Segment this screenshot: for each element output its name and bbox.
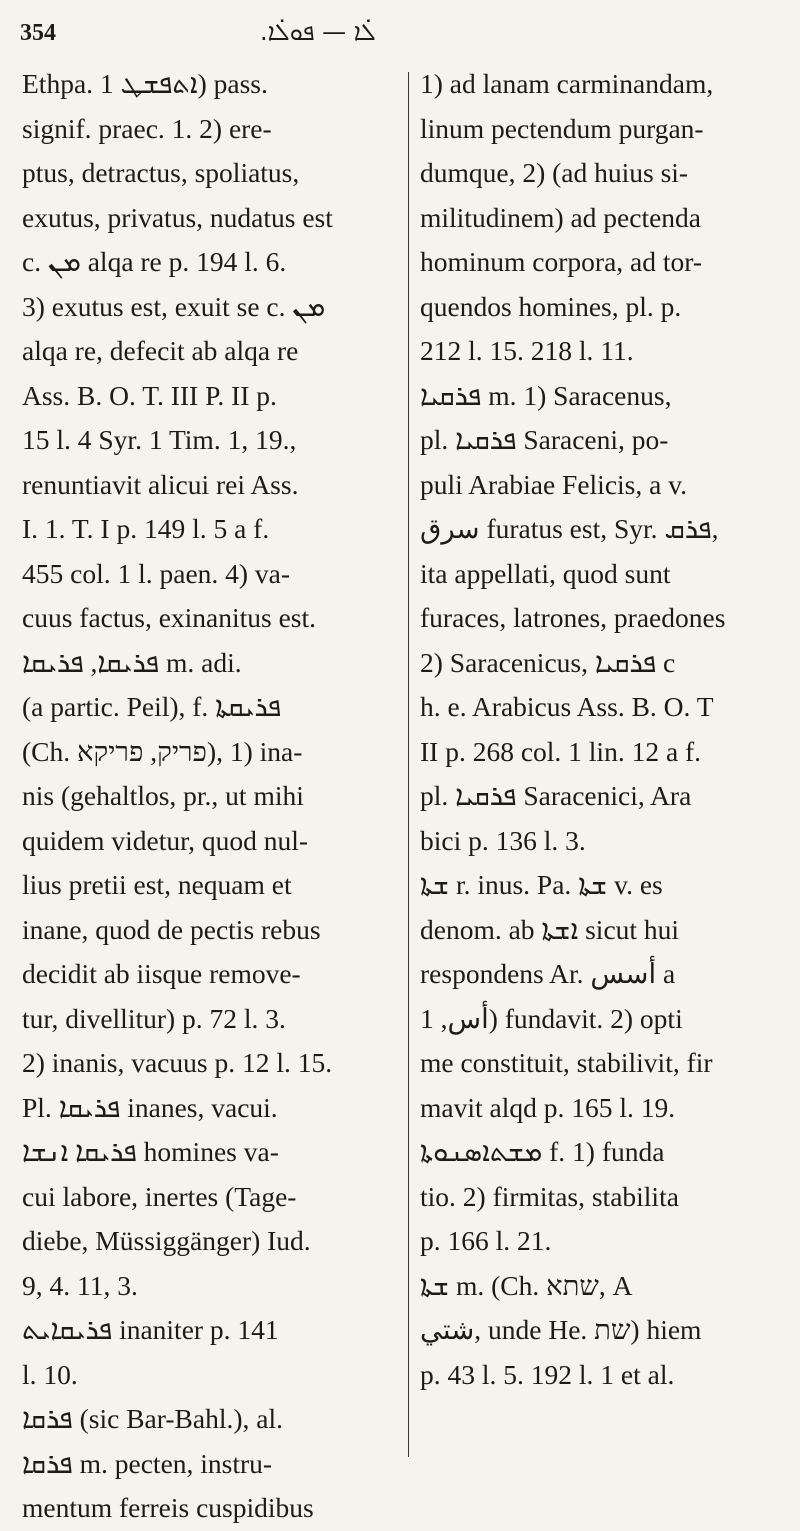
- text-line: l. 10.: [22, 1358, 78, 1390]
- text-line: ita appellati, quod sunt: [420, 557, 671, 589]
- page-header: [0, 0, 800, 60]
- text-line: quendos homines, pl. p.: [420, 290, 682, 322]
- text-line: linum pectendum purgan-: [420, 112, 704, 144]
- text-line: (a partic. Peil), f. ܦܪܝܩܬܐ: [22, 691, 282, 722]
- right-column: [420, 62, 790, 1397]
- text-line: signif. praec. 1. 2) ere-: [22, 112, 272, 144]
- text-line: II p. 268 col. 1 lin. 12 a f.: [420, 735, 702, 767]
- text-line: 15 l. 4 Syr. 1 Tim. 1, 19.,: [22, 424, 297, 455]
- text-line: p. 43 l. 5. 192 l. 1 et al.: [420, 1358, 675, 1390]
- text-line: ܦܪܝܩܐܝܬ inaniter p. 141: [22, 1314, 279, 1345]
- text-line: ܦܪܩܐ (sic Bar-Bahl.), al.: [22, 1403, 283, 1434]
- text-line: 455 col. 1 l. paen. 4) va-: [22, 557, 291, 589]
- text-line: ܡܫܬܐܣܢܘܬܐ f. 1) funda: [420, 1136, 665, 1167]
- text-line: ܦܪܝܩܐ ܐܢܫܐ homines va-: [22, 1136, 279, 1167]
- text-line: 1) ad lanam carminandam,: [420, 68, 714, 99]
- text-line: exutus, privatus, nudatus est: [22, 201, 333, 233]
- text-line: c. ܡܢ alqa re p. 194 l. 6.: [22, 246, 287, 277]
- text-line: hominum corpora, ad tor-: [420, 246, 703, 277]
- text-line: dumque, 2) (ad huius si-: [420, 157, 689, 188]
- text-line: inane, quod de pectis rebus: [22, 913, 321, 945]
- text-line: Ass. B. O. T. III P. II p.: [22, 379, 277, 411]
- text-line: شتي, unde He. שת) hiem: [420, 1314, 702, 1345]
- text-line: renuntiavit alicui rei Ass.: [22, 468, 299, 500]
- text-line: pl. ܦܪܩܝܐ Saraceni, po-: [420, 424, 669, 455]
- text-line: respondens Ar. أسس a: [420, 958, 676, 989]
- text-line: militudinem) ad pectenda: [420, 201, 702, 233]
- column-divider: [408, 72, 409, 1457]
- text-line: lius pretii est, nequam et: [22, 869, 292, 900]
- text-line: decidit ab iisque remove-: [22, 958, 301, 989]
- text-line: quidem videtur, quod nul-: [22, 824, 309, 856]
- text-line: bici p. 136 l. 3.: [420, 824, 586, 856]
- text-line: ܫܬܐ r. inus. Pa. ܫܬܐ v. es: [420, 869, 663, 900]
- text-line: Ethpa. ܐܬܦܫܛ 1) pass.: [22, 68, 268, 99]
- text-line: mentum ferreis cuspidibus: [22, 1492, 314, 1523]
- text-line: 9, 4. 11, 3.: [22, 1269, 138, 1301]
- text-line: me constituit, stabilivit, fir: [420, 1047, 713, 1078]
- text-line: (Ch. פריק, פריקא), 1) ina-: [22, 735, 303, 767]
- text-line: ptus, detractus, spoliatus,: [22, 157, 300, 188]
- text-line: ܦܪܩܐ m. pecten, instru-: [22, 1447, 273, 1479]
- text-line: alqa re, defecit ab alqa re: [22, 335, 299, 366]
- text-line: I. 1. T. I p. 149 l. 5 a f.: [22, 513, 270, 544]
- text-line: ܫܬܐ m. (Ch. שתא, A: [420, 1269, 633, 1301]
- text-line: pl. ܦܪܩܝܐ Saracenici, Ara: [420, 780, 692, 811]
- text-line: cui labore, inertes (Tage-: [22, 1180, 297, 1212]
- text-line: cuus factus, exinanitus est.: [22, 602, 317, 633]
- text-line: 3) exutus est, exuit se c. ܡܢ: [22, 290, 326, 322]
- text-line: Pl. ܦܪܝܩܐ inanes, vacui.: [22, 1091, 278, 1123]
- text-line: diebe, Müssiggänger) Iud.: [22, 1225, 311, 1256]
- running-head: .ܠ̇ܐ — ܦܘܠ̇ܐ: [260, 18, 376, 46]
- text-line: denom. ab ܐܫܬܐ sicut hui: [420, 913, 680, 945]
- text-line: ܦܪܝܩܐ, ܦܪܝܩܐ m. adi.: [22, 646, 242, 678]
- text-line: ܦܪܩܝܐ m. 1) Saracenus,: [420, 379, 672, 411]
- text-line: furaces, latrones, praedones: [420, 602, 726, 633]
- text-line: tio. 2) firmitas, stabilita: [420, 1180, 679, 1212]
- text-line: nis (gehaltlos, pr., ut mihi: [22, 780, 304, 811]
- text-line: h. e. Arabicus Ass. B. O. T: [420, 691, 714, 722]
- text-line: أس, 1) fundavit. 2) opti: [420, 1002, 683, 1034]
- text-line: tur, divellitur) p. 72 l. 3.: [22, 1002, 286, 1034]
- text-line: 212 l. 15. 218 l. 11.: [420, 335, 634, 366]
- text-line: puli Arabiae Felicis, a v.: [420, 468, 688, 500]
- text-line: mavit alqd p. 165 l. 19.: [420, 1091, 676, 1123]
- text-line: سرق furatus est, Syr. ܦܪܩ,: [420, 513, 719, 544]
- text-line: 2) Saracenicus, ܦܪܩܝܐ c: [420, 646, 676, 678]
- text-line: p. 166 l. 21.: [420, 1225, 552, 1256]
- text-line: 2) inanis, vacuus p. 12 l. 15.: [22, 1047, 333, 1078]
- left-column: [22, 62, 402, 1531]
- page-number: 354: [20, 20, 56, 46]
